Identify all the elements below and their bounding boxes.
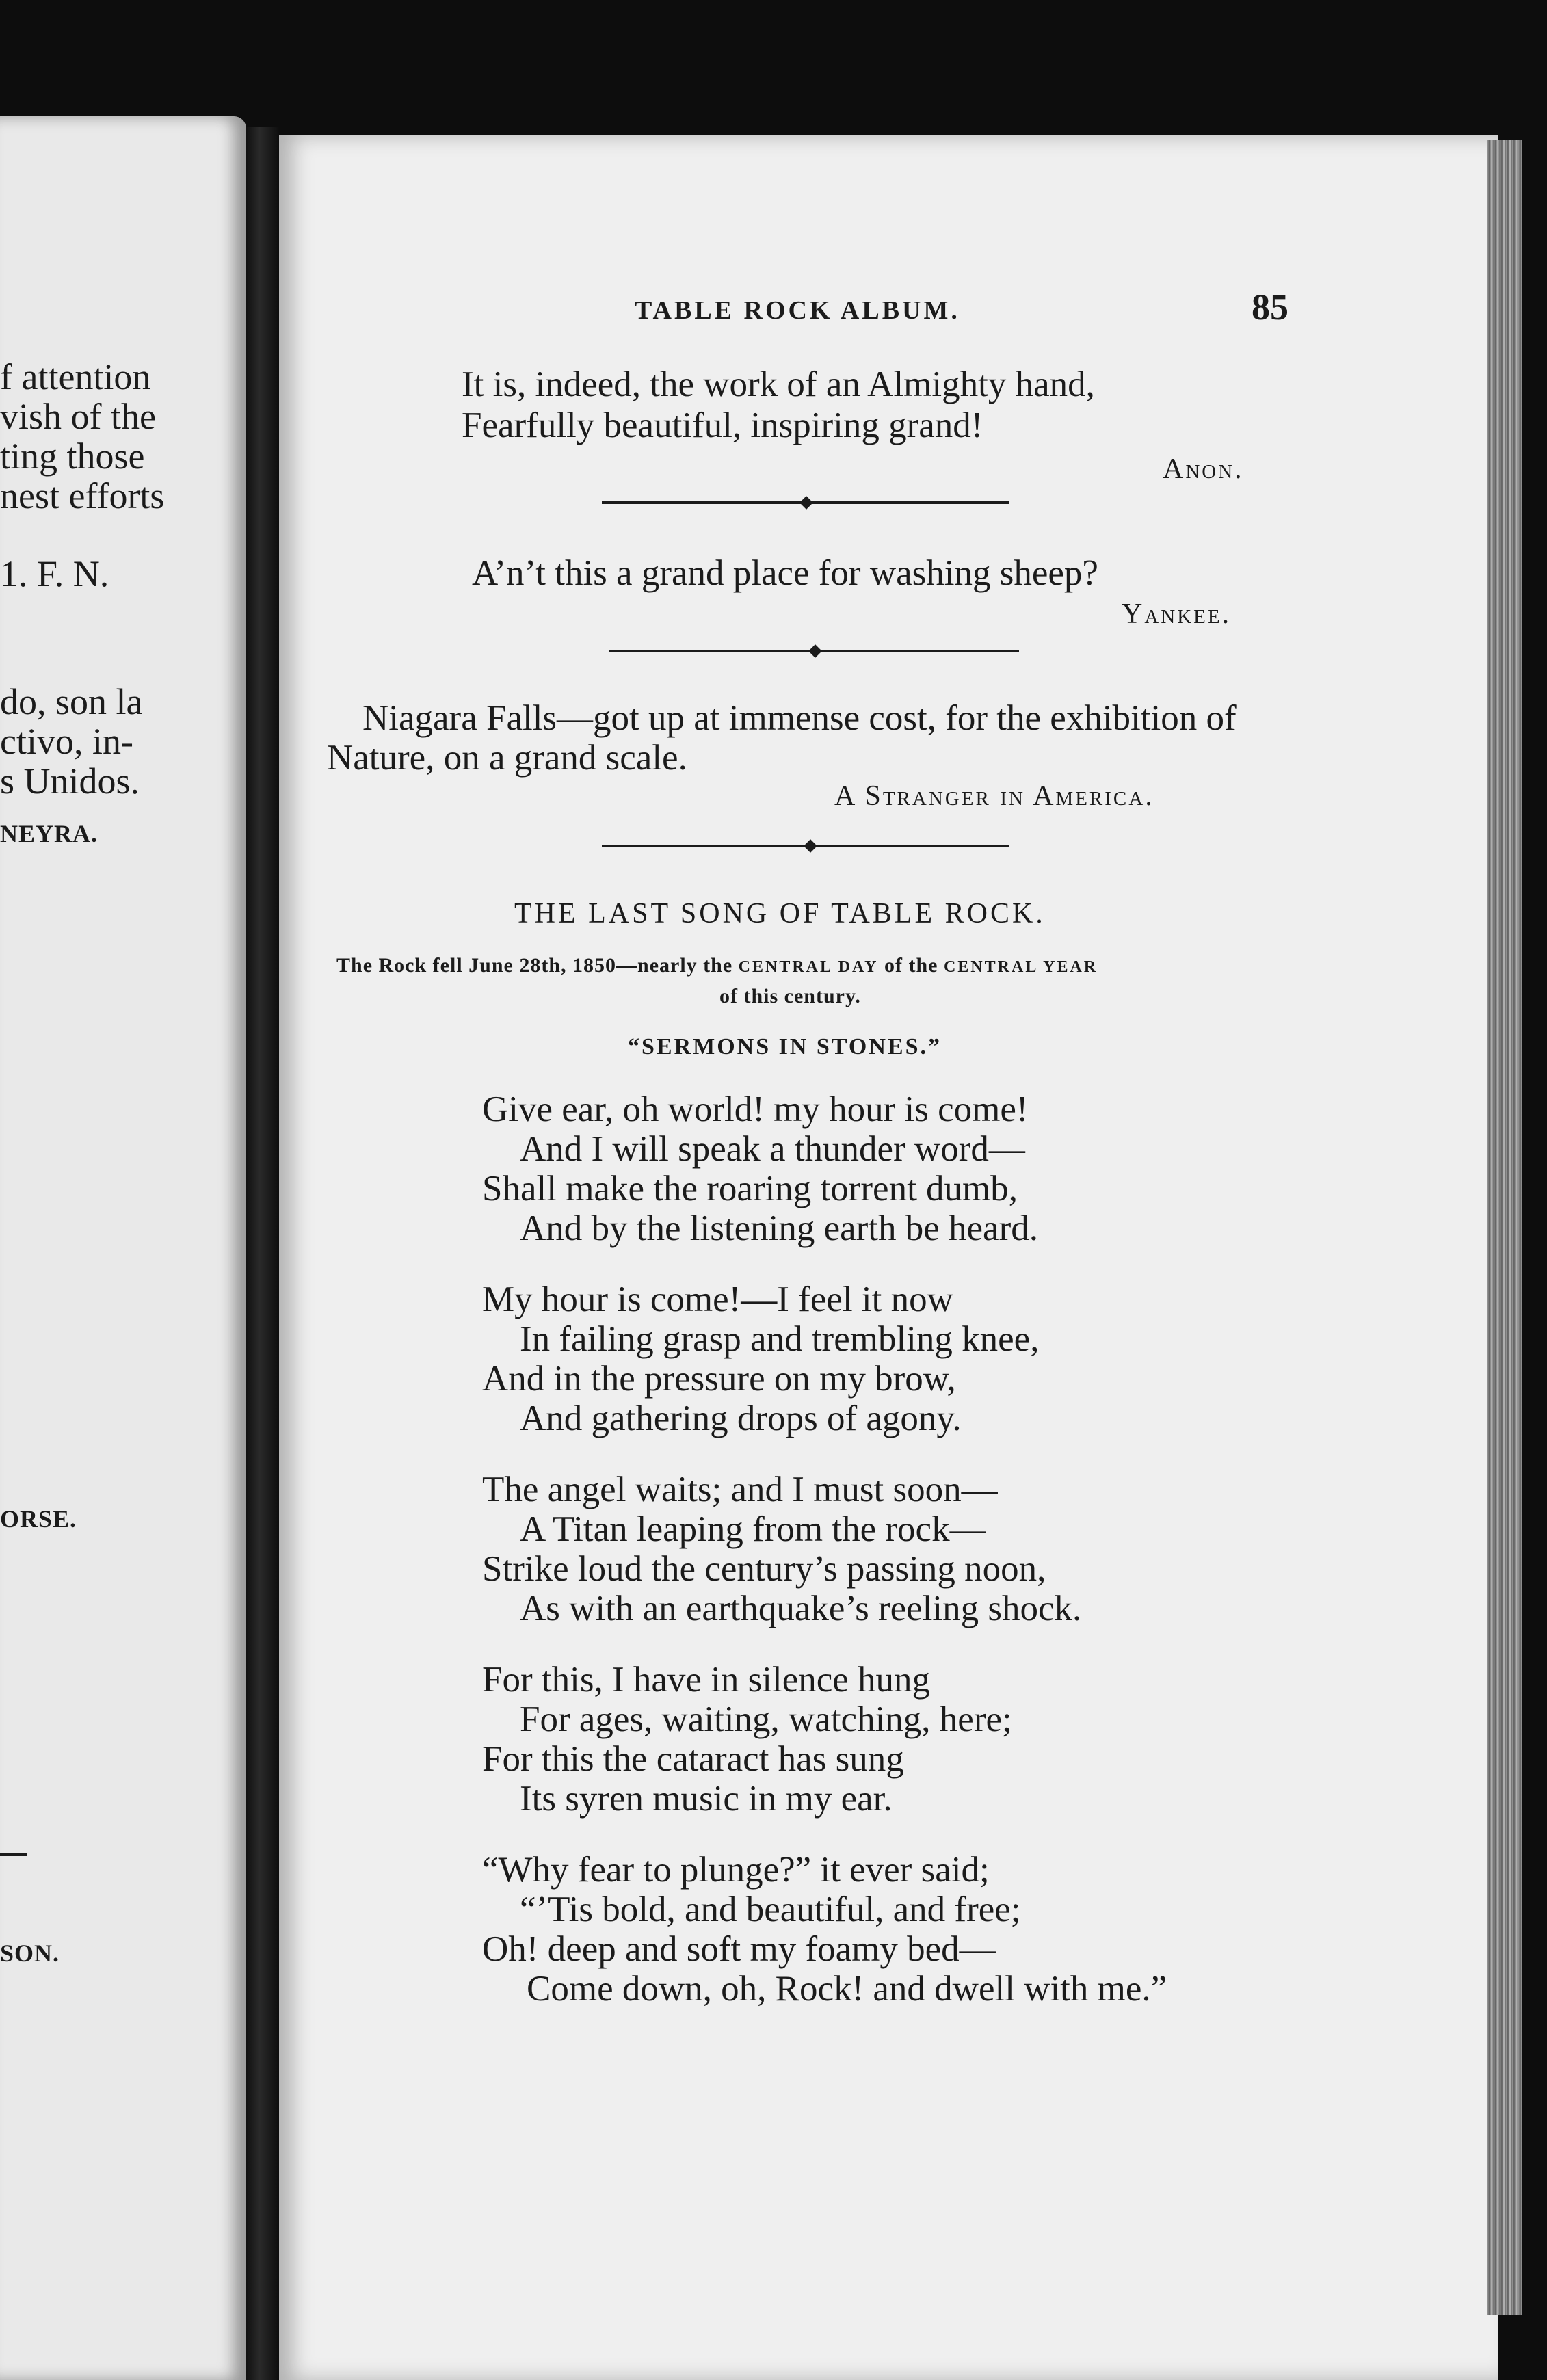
poem-line: Come down, oh, Rock! and dwell with me.” [527, 1969, 1167, 2009]
poem-line: Shall make the roaring torrent dumb, [482, 1169, 1018, 1208]
poem-line: For this, I have in silence hung [482, 1660, 931, 1700]
poem-line: And I will speak a thunder word— [520, 1129, 1025, 1169]
poem-title: THE LAST SONG OF TABLE ROCK. [514, 898, 1046, 929]
left-fragment-line: vish of the [0, 396, 156, 437]
page-number: 85 [1252, 287, 1288, 328]
entry-line: A’n’t this a grand place for washing sheep? [472, 553, 1098, 593]
poem-line: “’Tis bold, and beautiful, and free; [520, 1890, 1021, 1929]
attribution: Yankee. [1122, 598, 1232, 630]
left-fragment-rule [0, 1853, 27, 1856]
poem-line: For this the cataract has sung [482, 1739, 904, 1779]
poem-line: For ages, waiting, watching, here; [520, 1700, 1012, 1739]
left-fragment-signature: ORSE. [0, 1505, 77, 1533]
poem-line: Oh! deep and soft my foamy bed— [482, 1929, 996, 1969]
left-fragment-signature: NEYRA. [0, 820, 98, 847]
poem-note-smallcaps: CENTRAL DAY [738, 958, 879, 976]
left-fragment-line: s Unidos. [0, 761, 140, 802]
poem-note-text: of the [884, 954, 938, 977]
poem-note-text: The Rock fell June 28th, 1850—nearly the [336, 954, 733, 977]
poem-line: And gathering drops of agony. [520, 1399, 962, 1438]
poem-line: The angel waits; and I must soon— [482, 1470, 998, 1509]
poem-note-line: of this century. [719, 985, 861, 1007]
left-fragment-line: do, son la [0, 681, 143, 722]
attribution: A Stranger in America. [834, 780, 1154, 812]
poem-motto: “SERMONS IN STONES.” [628, 1034, 942, 1059]
poem-line: And in the pressure on my brow, [482, 1359, 956, 1399]
left-fragment-line: ting those [0, 436, 145, 477]
poem-line: A Titan leaping from the rock— [520, 1509, 986, 1549]
page-85 [279, 135, 1498, 2380]
left-fragment-line: ctivo, in- [0, 721, 133, 762]
poem-line: My hour is come!—I feel it now [482, 1280, 953, 1319]
left-fragment-line: nest efforts [0, 475, 165, 516]
entry-line: It is, indeed, the work of an Almighty hand, [462, 365, 1095, 404]
left-fragment-line: f attention [0, 356, 151, 397]
poem-note [336, 954, 1098, 977]
attribution: Anon. [1163, 453, 1244, 485]
entry-line: Niagara Falls—got up at immense cost, for the exhibition of [362, 698, 1237, 738]
entry-line: Fearfully beautiful, inspiring grand! [462, 406, 983, 445]
left-fragment-signature: 1. F. N. [0, 553, 109, 594]
poem-line: Strike loud the century’s passing noon, [482, 1549, 1046, 1589]
poem-line: In failing grasp and trembling knee, [520, 1319, 1040, 1359]
running-title: TABLE ROCK ALBUM. [635, 296, 960, 325]
poem-line: Give ear, oh world! my hour is come! [482, 1089, 1029, 1129]
page-edges [1488, 140, 1522, 2315]
book-gutter [246, 127, 279, 2380]
poem-line: And by the listening earth be heard. [520, 1208, 1038, 1248]
entry-line: Nature, on a grand scale. [327, 738, 687, 778]
poem-line: Its syren music in my ear. [520, 1779, 892, 1819]
left-fragment-signature: SON. [0, 1940, 60, 1967]
left-facing-page [0, 116, 246, 2380]
poem-line: As with an earthquake’s reeling shock. [520, 1589, 1082, 1628]
poem-line: “Why fear to plunge?” it ever said; [482, 1850, 990, 1890]
poem-note-smallcaps: CENTRAL YEAR [943, 958, 1098, 976]
